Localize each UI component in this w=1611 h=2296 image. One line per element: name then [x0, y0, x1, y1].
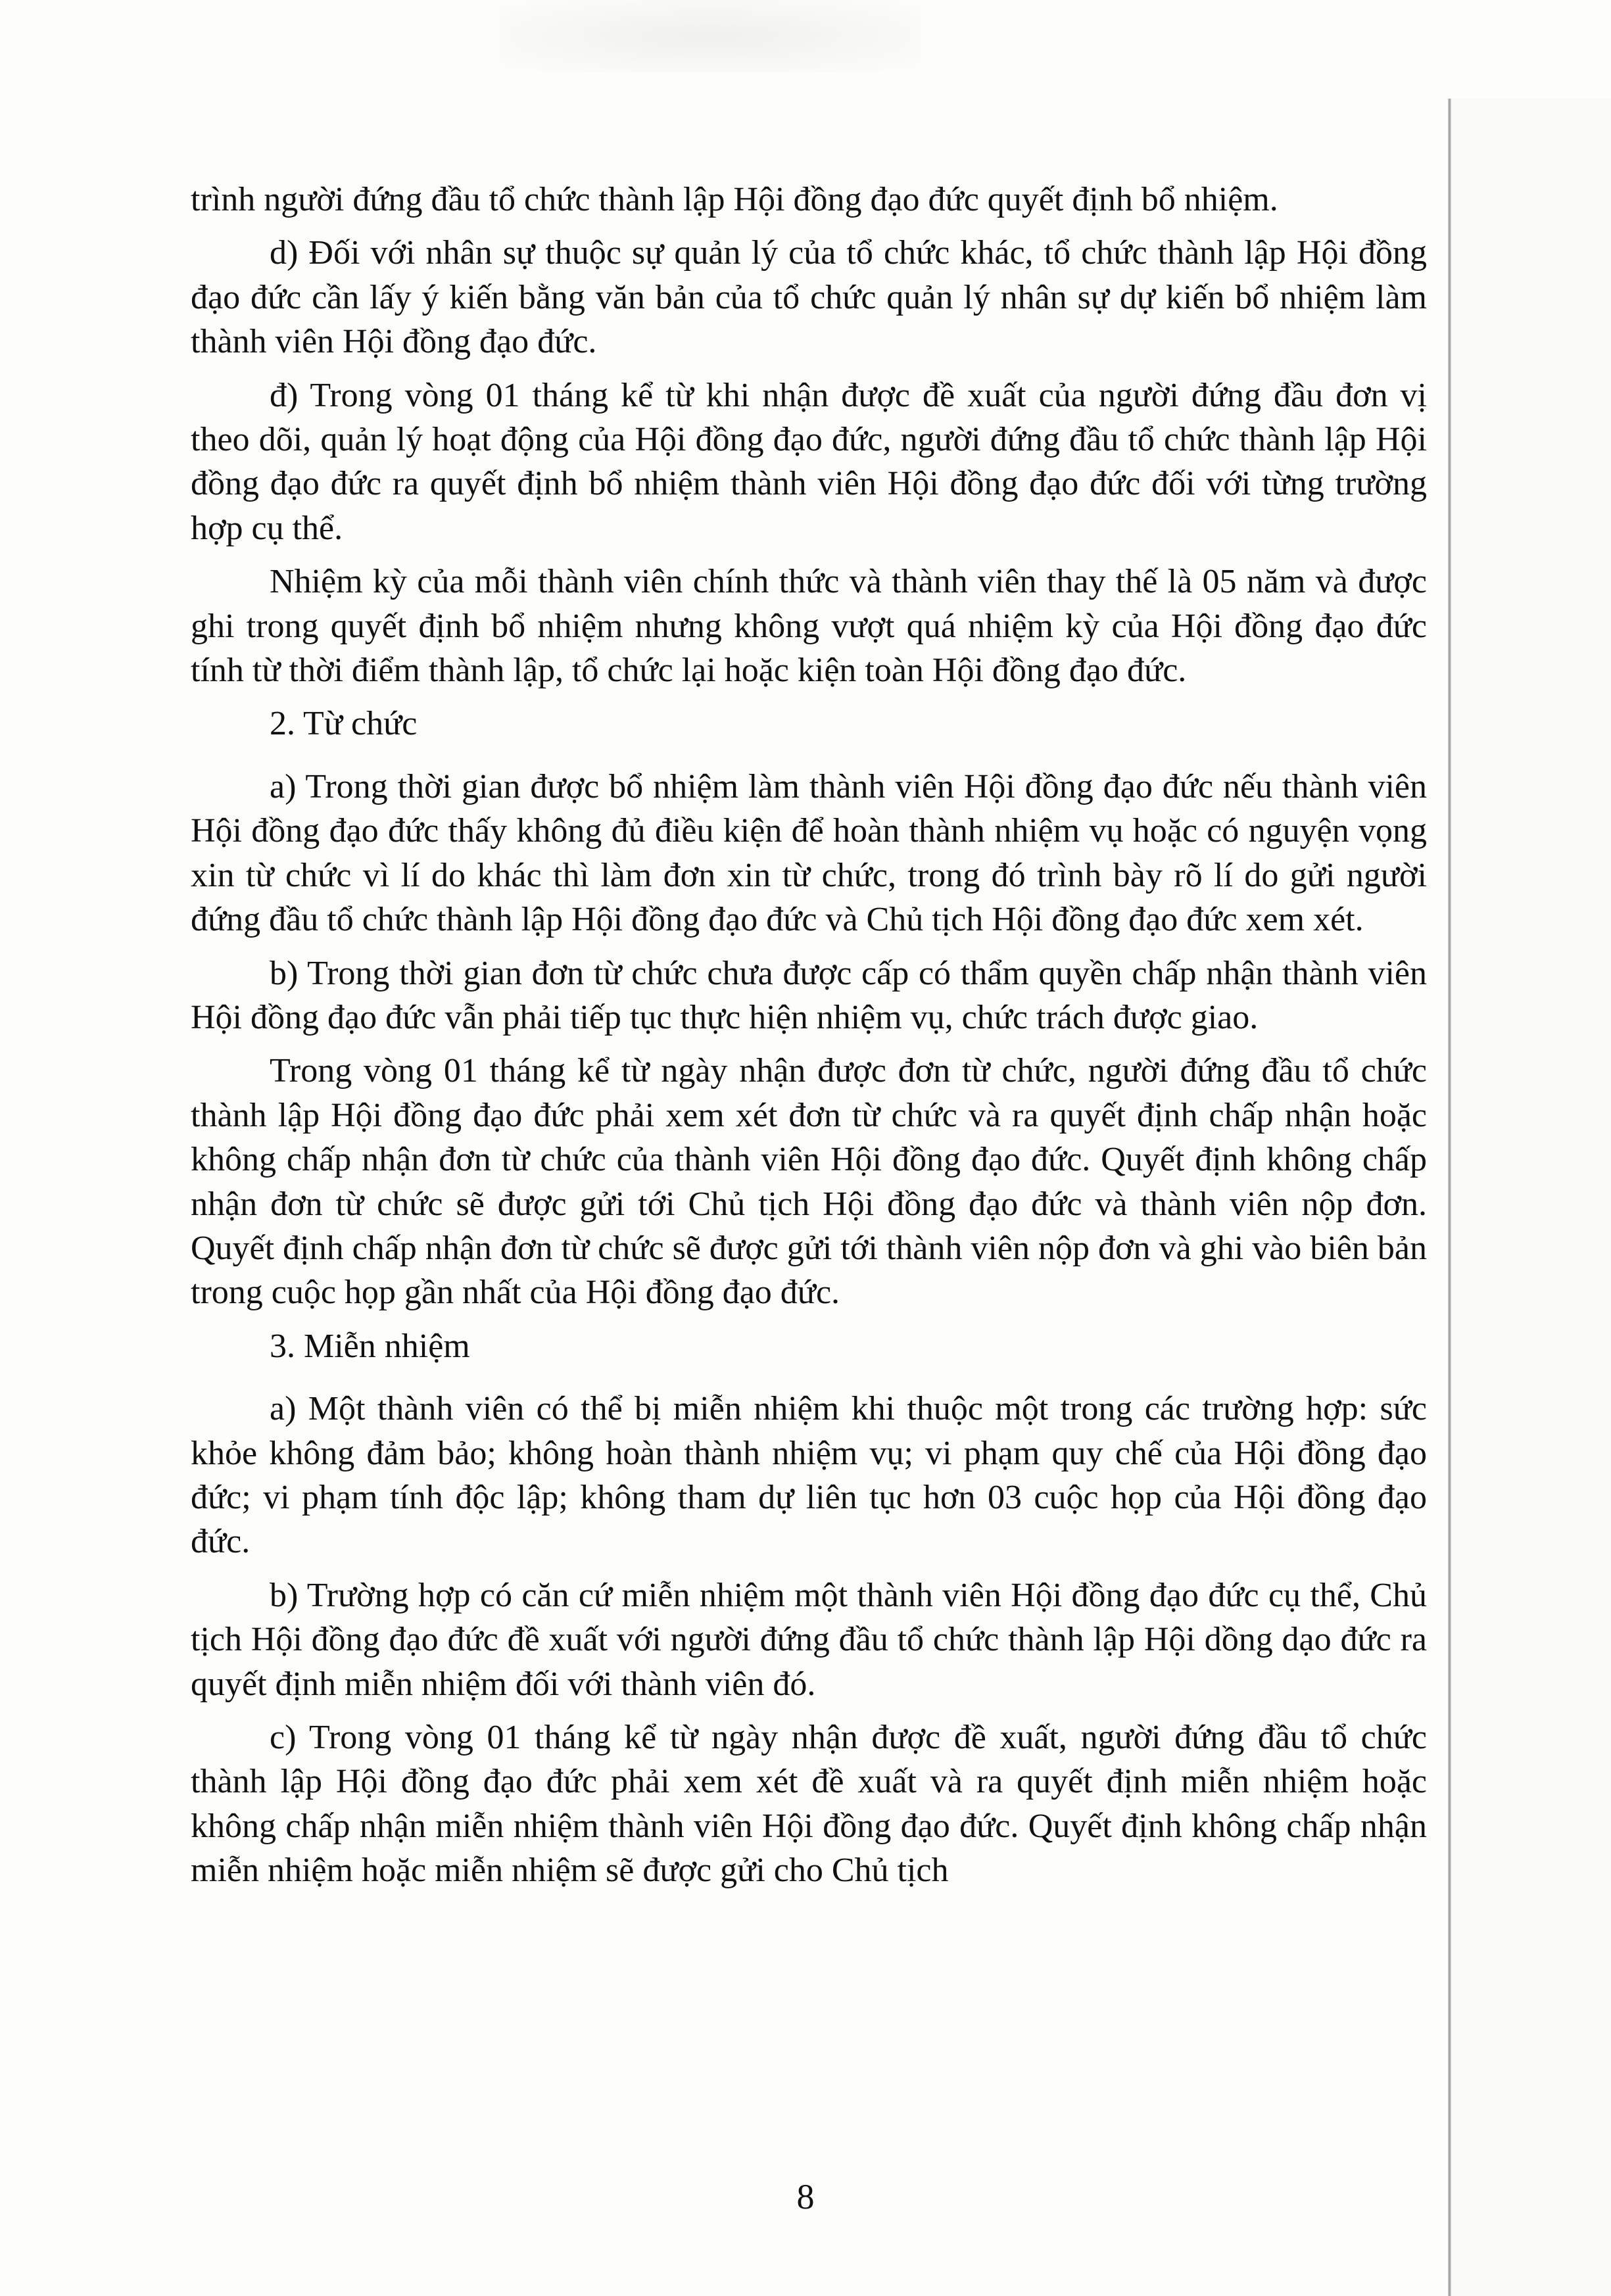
paragraph-dismissal-c: c) Trong vòng 01 tháng kể từ ngày nhận được đề xuất, người đứng đầu tổ chức thành lập Hội đồng đạo đức phải xem xét đề xuất và ra quyết định miễn nhiệm hoặc không chấp nhận miễn nhiệm thành viên Hội đồng đạo đức. Quyết định không chấp nhận miễn nhiệm hoặc miễn nhiệm sẽ được gửi cho Chủ tịch — [191, 1719, 1427, 1890]
document-body — [191, 178, 1427, 1902]
paragraph-d: d) Đối với nhân sự thuộc sự quản lý của tổ chức khác, tổ chức thành lập Hội đồng đạo đức cần lấy ý kiến bằng văn bản của tổ chức quản lý nhân sự dự kiến bổ nhiệm làm thành viên Hội đồng đạo đức. — [191, 234, 1427, 361]
scan-page-edge — [1448, 99, 1451, 2296]
section-heading-resignation: 2. Từ chức — [270, 705, 418, 743]
paragraph-dismissal-a: a) Một thành viên có thể bị miễn nhiệm khi thuộc một trong các trường hợp: sức khỏe không đảm bảo; không hoàn thành nhiệm vụ; vi phạm quy chế của Hội đồng đạo đức; vi phạm tính độc lập; không tham dự liên tục hơn 03 cuộc họp của Hội đồng đạo đức. — [191, 1390, 1427, 1561]
scan-margin-shadow — [1451, 99, 1611, 2296]
section-heading-dismissal: 3. Miễn nhiệm — [270, 1327, 470, 1365]
paragraph-term: Nhiệm kỳ của mỗi thành viên chính thức và thành viên thay thế là 05 năm và được ghi trong quyết định bổ nhiệm nhưng không vượt quá nhiệm kỳ của Hội đồng đạo đức tính từ thời điểm thành lập, tổ chức lại hoặc kiện toàn Hội đồng đạo đức. — [191, 563, 1427, 690]
page-number: 8 — [796, 2177, 815, 2216]
paragraph-resignation-b: b) Trong thời gian đơn từ chức chưa được cấp có thẩm quyền chấp nhận thành viên Hội đồng đạo đức vẫn phải tiếp tục thực hiện nhiệm vụ, chức trách được giao. — [191, 954, 1427, 1036]
paragraph-continuation: trình người đứng đầu tổ chức thành lập Hội đồng đạo đức quyết định bổ nhiệm. — [191, 181, 1278, 218]
paragraph-resignation-decision: Trong vòng 01 tháng kể từ ngày nhận được đơn từ chức, người đứng đầu tổ chức thành lập Hội đồng đạo đức phải xem xét đơn từ chức và ra quyết định chấp nhận hoặc không chấp nhận đơn từ chức của thành viên Hội đồng đạo đức. Quyết định không chấp nhận đơn từ chức sẽ được gửi tới Chủ tịch Hội đồng đạo đức và thành viên nộp đơn. Quyết định chấp nhận đơn từ chức sẽ được gửi tới thành viên nộp đơn và ghi vào biên bản trong cuộc họp gần nhất của Hội đồng đạo đức. — [191, 1052, 1427, 1312]
scan-smudge — [500, 0, 921, 72]
paragraph-dd: đ) Trong vòng 01 tháng kể từ khi nhận được đề xuất của người đứng đầu đơn vị theo dõi, quản lý hoạt động của Hội đồng đạo đức, người đứng đầu tổ chức thành lập Hội đồng đạo đức ra quyết định bổ nhiệm thành viên Hội đồng đạo đức đối với từng trường hợp cụ thể. — [191, 376, 1427, 547]
paragraph-dismissal-b: b) Trường hợp có căn cứ miễn nhiệm một thành viên Hội đồng đạo đức cụ thể, Chủ tịch Hội đồng đạo đức đề xuất với người đứng đầu tổ chức thành lập Hội dồng dạo đức ra quyết định miễn nhiệm đối với thành viên đó. — [191, 1576, 1427, 1703]
paragraph-resignation-a: a) Trong thời gian được bổ nhiệm làm thành viên Hội đồng đạo đức nếu thành viên Hội đồng đạo đức thấy không đủ điều kiện để hoàn thành nhiệm vụ hoặc có nguyện vọng xin từ chức vì lí do khác thì làm đơn xin từ chức, trong đó trình bày rõ lí do gửi người đứng đầu tổ chức thành lập Hội đồng đạo đức và Chủ tịch Hội đồng đạo đức xem xét. — [191, 767, 1427, 939]
